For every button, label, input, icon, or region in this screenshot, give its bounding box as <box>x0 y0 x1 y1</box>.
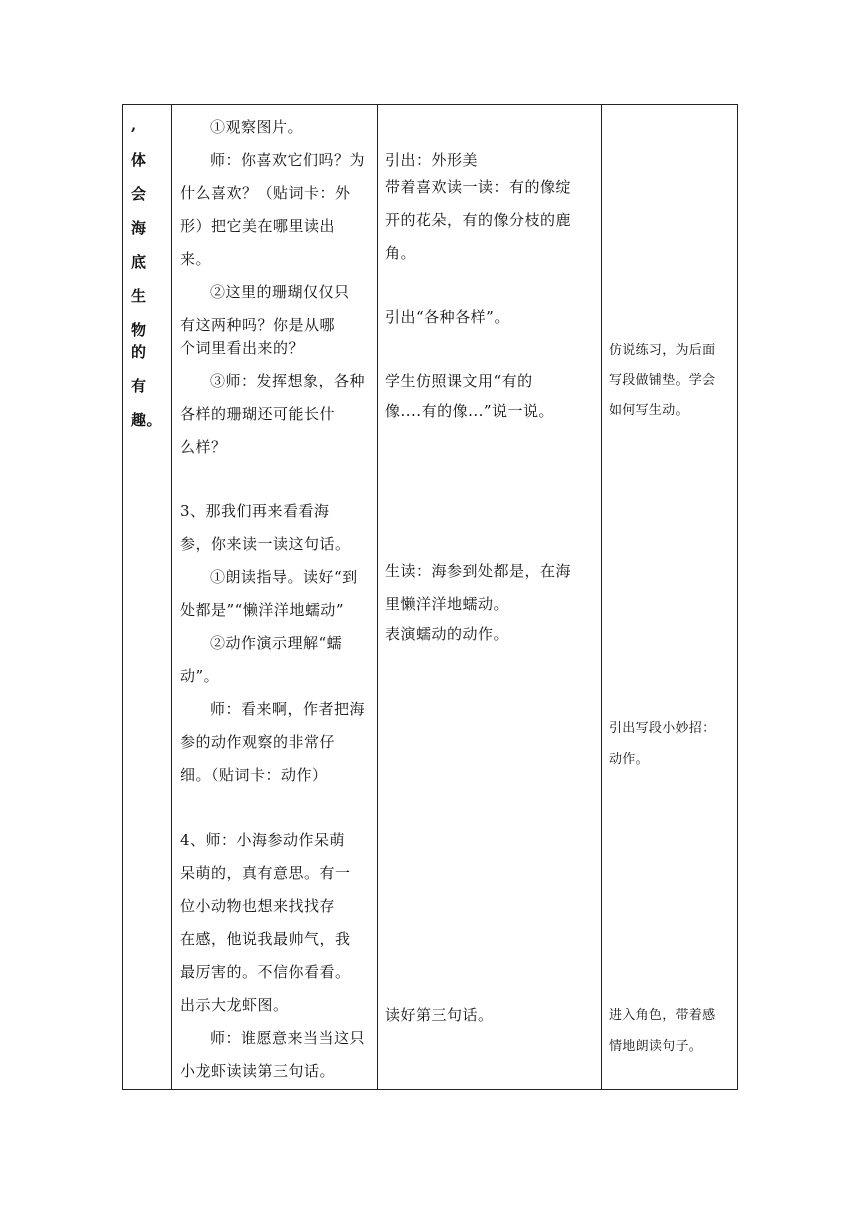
topic-char: 有 <box>131 377 147 395</box>
intent-line: 如何写生动。 <box>609 403 689 418</box>
student-line: 里懒洋洋地蠕动。 <box>385 595 510 613</box>
topic-column <box>123 105 171 1089</box>
student-line: 读好第三句话。 <box>385 1006 494 1024</box>
student-activity-column <box>377 105 601 1089</box>
topic-char: , <box>131 116 137 134</box>
teacher-line: ①观察图片。 <box>210 118 304 136</box>
intent-line: 写段做铺垫。学会 <box>609 373 716 388</box>
student-line: 开的花朵，有的像分枝的鹿 <box>385 211 572 229</box>
teacher-line: 呆萌的，真有意思。有一 <box>180 864 351 882</box>
intent-line: 仿说练习，为后面 <box>609 343 716 358</box>
teacher-line: 来。 <box>180 250 212 268</box>
teacher-line: 出示大龙虾图。 <box>180 996 289 1014</box>
teacher-line: 小龙虾读读第三句话。 <box>180 1062 336 1080</box>
student-line: 学生仿照课文用“有的 <box>385 372 533 390</box>
teacher-line: 处都是”“懒洋洋地蠕动” <box>180 601 345 619</box>
topic-char: 生 <box>131 287 147 305</box>
teacher-line: 参，你来读一读这句话。 <box>180 535 351 553</box>
topic-char: 的 <box>131 343 147 361</box>
student-line: 角。 <box>385 244 417 262</box>
student-line: 像....有的像...”说一说。 <box>385 402 555 420</box>
intent-line: 情地朗读句子。 <box>609 1039 703 1054</box>
topic-char: 物 <box>131 321 147 339</box>
teacher-line: 3、那我们再来看看海 <box>180 502 330 520</box>
teacher-line: ②这里的珊瑚仅仅只 <box>210 283 350 301</box>
teacher-line: 师：看来啊，作者把海 <box>210 700 366 718</box>
teacher-line: ③师：发挥想象，各种 <box>210 372 366 390</box>
teacher-line: 参的动作观察的非常仔 <box>180 733 336 751</box>
intent-line: 进入角色，带着感 <box>609 1008 716 1023</box>
student-line: 表演蠕动的动作。 <box>385 625 510 643</box>
teacher-line: 师：你喜欢它们吗？为 <box>210 151 366 169</box>
student-line: 引出“各种各样”。 <box>385 308 510 326</box>
teacher-line: ①朗读指导。读好“到 <box>210 568 358 586</box>
teacher-line: 动”。 <box>180 667 220 685</box>
teacher-line: ②动作演示理解“蠕 <box>210 634 343 652</box>
teacher-line: 最厉害的。不信你看看。 <box>180 963 351 981</box>
teacher-line: 在感，他说我最帅气，我 <box>180 930 351 948</box>
teacher-line: 位小动物也想来找找存 <box>180 897 336 915</box>
teacher-line: 有这两种吗？你是从哪 <box>180 316 336 334</box>
topic-char: 会 <box>131 185 147 203</box>
intent-line: 动作。 <box>609 752 649 767</box>
student-line: 带着喜欢读一读：有的像绽 <box>385 178 572 196</box>
design-intent-column <box>601 105 737 1089</box>
intent-line: 引出写段小妙招： <box>609 721 716 736</box>
topic-char: 体 <box>131 151 147 169</box>
teacher-line: 各样的珊瑚还可能长什 <box>180 405 336 423</box>
student-line: 生读：海参到处都是，在海 <box>385 562 572 580</box>
lesson-plan-table <box>122 104 738 1090</box>
teacher-line: 4、师：小海参动作呆萌 <box>180 831 346 849</box>
topic-char: 趣。 <box>131 411 163 429</box>
teacher-line: 么样？ <box>180 438 227 456</box>
teacher-line: 细。（贴词卡：动作） <box>180 766 328 784</box>
teacher-line: 个词里看出来的？ <box>180 339 305 357</box>
teacher-line: 师：谁愿意来当当这只 <box>210 1029 366 1047</box>
teacher-activity-column <box>171 105 377 1089</box>
student-line: 引出：外形美 <box>385 151 479 169</box>
teacher-line: 形）把它美在哪里读出 <box>180 217 336 235</box>
topic-char: 海 <box>131 219 147 237</box>
topic-char: 底 <box>131 253 147 271</box>
teacher-line: 什么喜欢？（贴词卡：外 <box>180 184 351 202</box>
